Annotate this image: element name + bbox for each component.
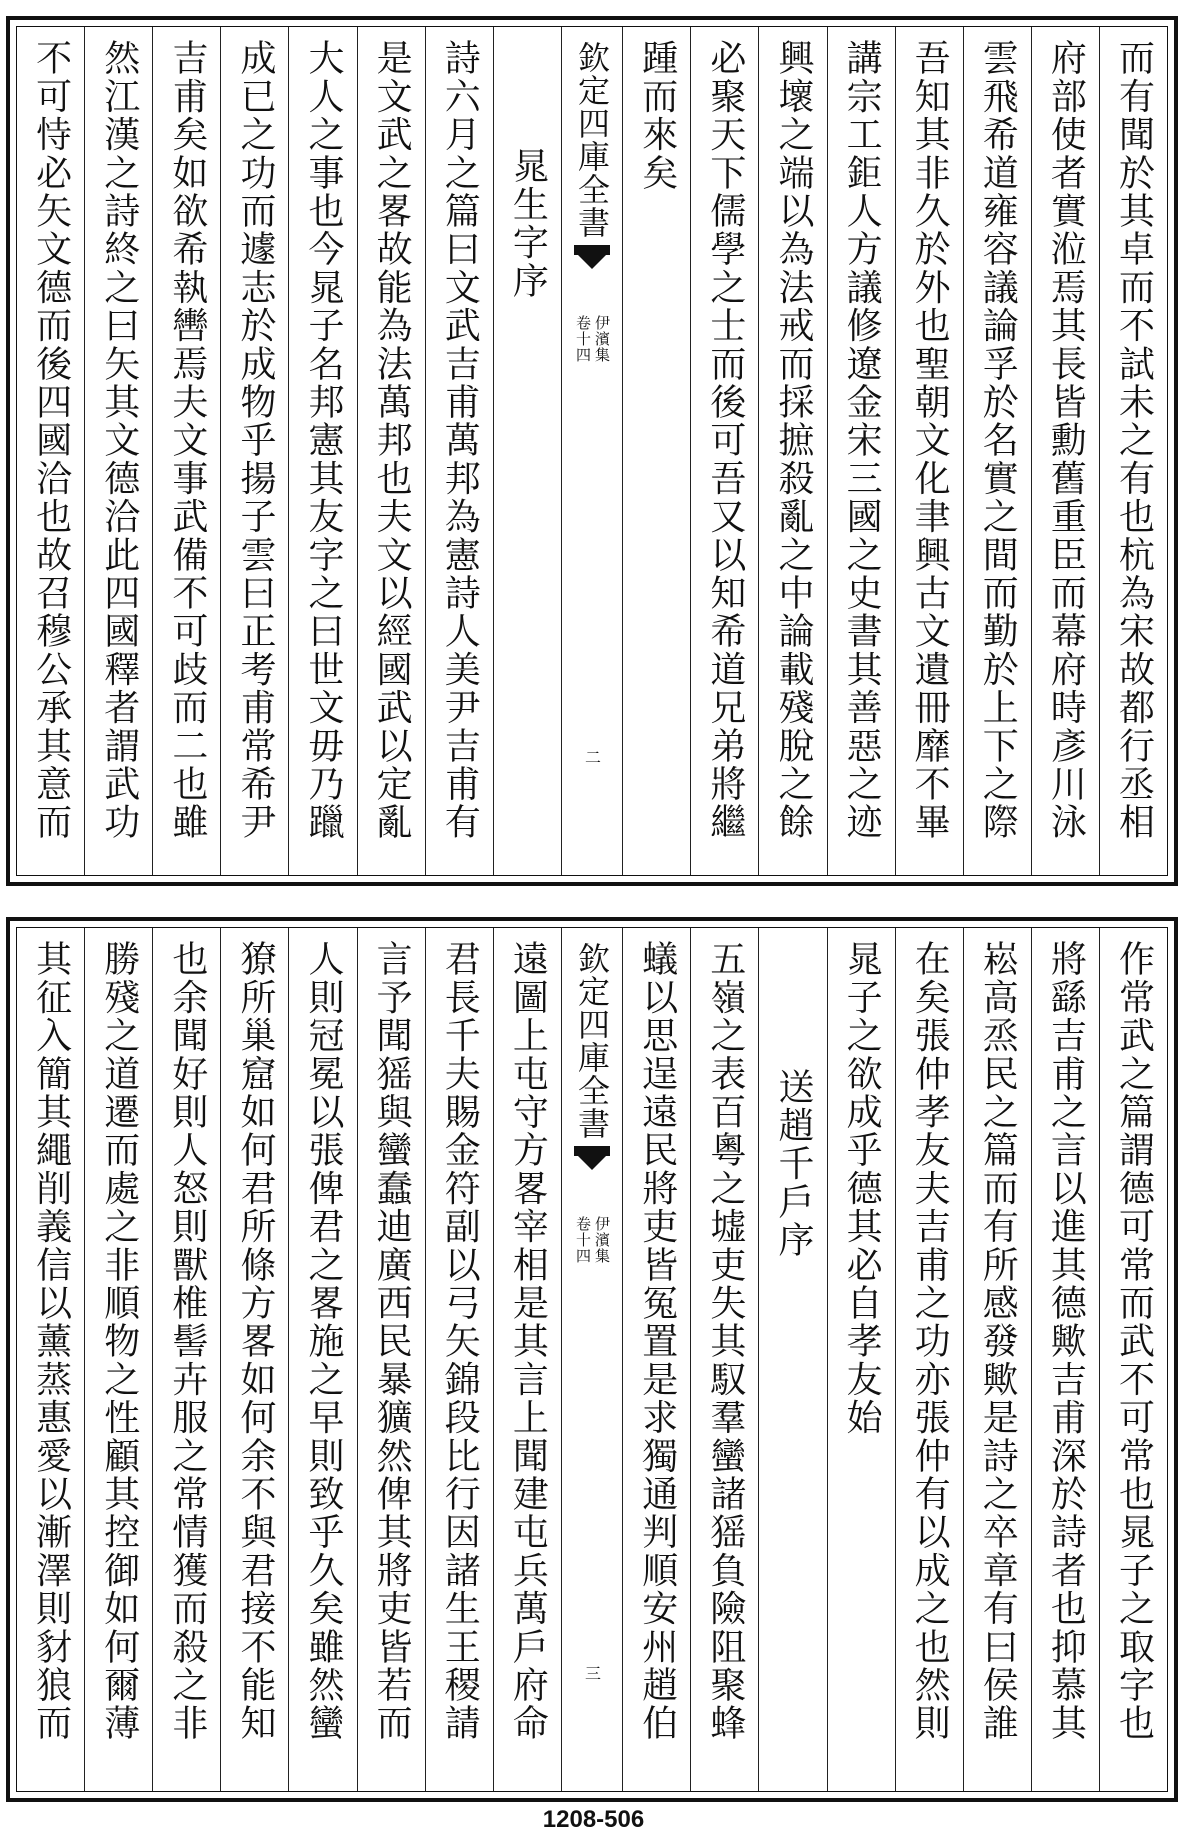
- book-title: 欽定四庫全書: [573, 41, 612, 239]
- text-column: 詩六月之篇曰文武吉甫萬邦為憲詩人美尹吉甫有: [425, 27, 493, 875]
- text-column: 崧高烝民之篇而有所感發歟是詩之卒章有曰侯誰: [963, 928, 1031, 1791]
- text-column: 勝殘之道遷而處之非順物之性顧其控御如何爾薄: [84, 928, 152, 1791]
- fish-tail-mark-icon: [574, 1146, 610, 1180]
- text-column: 言予聞猺與蠻蠢迪廣西民暴獷然俾其將吏皆若而: [357, 928, 425, 1791]
- section-title: 送趙千戶序: [758, 928, 826, 1791]
- text-column: 是文武之畧故能為法萬邦也夫文以經國武以定亂: [357, 27, 425, 875]
- top-page: [6, 16, 1178, 886]
- section-title: 晁生字序: [493, 27, 561, 875]
- text-column: 晁子之欲成乎德其必自孝友始: [827, 928, 895, 1791]
- text-column: 遠圖上屯守方畧宰相是其言上聞建屯兵萬戶府命: [493, 928, 561, 1791]
- text-column: 雲飛希道雍容議論孚於名實之間而勤於上下之際: [963, 27, 1031, 875]
- text-column: 大人之事也今晁子名邦憲其友字之曰世文毋乃躐: [288, 27, 356, 875]
- text-column: 也余聞好則人怒則獸椎髻卉服之常情獲而殺之非: [152, 928, 220, 1791]
- page-footer-number: 1208-506: [542, 1806, 645, 1833]
- text-column: 講宗工鉅人方議修遼金宋三國之史書其善惡之迹: [827, 27, 895, 875]
- text-column: 將繇吉甫之言以進其德歟吉甫深於詩者也抑慕其: [1031, 928, 1099, 1791]
- text-column: 蟻以思逞遠民將吏皆冤置是求獨通判順安州趙伯: [622, 928, 690, 1791]
- center-margin: [561, 928, 622, 1791]
- text-column: 必聚天下儒學之士而後可吾又以知希道兄弟將繼: [690, 27, 758, 875]
- text-column: 獠所巢窟如何君所條方畧如何余不與君接不能知: [220, 928, 288, 1791]
- text-column: 吾知其非久於外也聖朝文化聿興古文遺冊靡不畢: [895, 27, 963, 875]
- text-column: 興壞之端以為法戒而採摭殺亂之中論載殘脫之餘: [758, 27, 826, 875]
- collection-name: 伊濱集: [593, 315, 612, 363]
- text-column: 然江漢之詩終之曰矢其文德洽此四國釋者謂武功: [84, 27, 152, 875]
- collection-name: 伊濱集: [593, 1216, 612, 1264]
- text-column: 而有聞於其卓而不試未之有也杭為宋故都行丞相: [1099, 27, 1167, 875]
- page-number: 二: [582, 749, 602, 765]
- text-column: 其征入簡其繩削義信以薰蒸惠愛以漸澤則豺狼而: [30, 940, 72, 1743]
- text-column: 吉甫矣如欲希執轡焉夫文事武備不可歧而二也雖: [152, 27, 220, 875]
- text-column: 作常武之篇謂德可常而武不可常也晁子之取字也: [1099, 928, 1167, 1791]
- volume-label: 卷十四: [574, 1216, 593, 1264]
- fish-tail-mark-icon: [574, 245, 610, 279]
- book-title: 欽定四庫全書: [573, 942, 612, 1140]
- volume-label: 卷十四: [574, 315, 593, 363]
- page-number: 三: [582, 1665, 602, 1681]
- text-column: 在矣張仲孝友夫吉甫之功亦張仲有以成之也然則: [895, 928, 963, 1791]
- text-column: 人則冠冕以張俾君之畧施之早則致乎久矣雖然蠻: [288, 928, 356, 1791]
- text-column: 五嶺之表百粵之墟吏失其馭羣蠻諸猺負險阻聚蜂: [690, 928, 758, 1791]
- text-column: 成已之功而遽志於成物乎揚子雲曰正考甫常希尹: [220, 27, 288, 875]
- text-column: 府部使者實涖焉其長皆勳舊重臣而幕府時彥川泳: [1031, 27, 1099, 875]
- text-column: 君長千夫賜金符副以弓矢錦段比行因諸生王稷請: [425, 928, 493, 1791]
- center-margin: [561, 27, 622, 875]
- bottom-page: [6, 917, 1178, 1802]
- text-column: 不可恃必矢文德而後四國洽也故召穆公承其意而: [30, 39, 72, 842]
- text-column: 踵而來矣: [622, 27, 690, 875]
